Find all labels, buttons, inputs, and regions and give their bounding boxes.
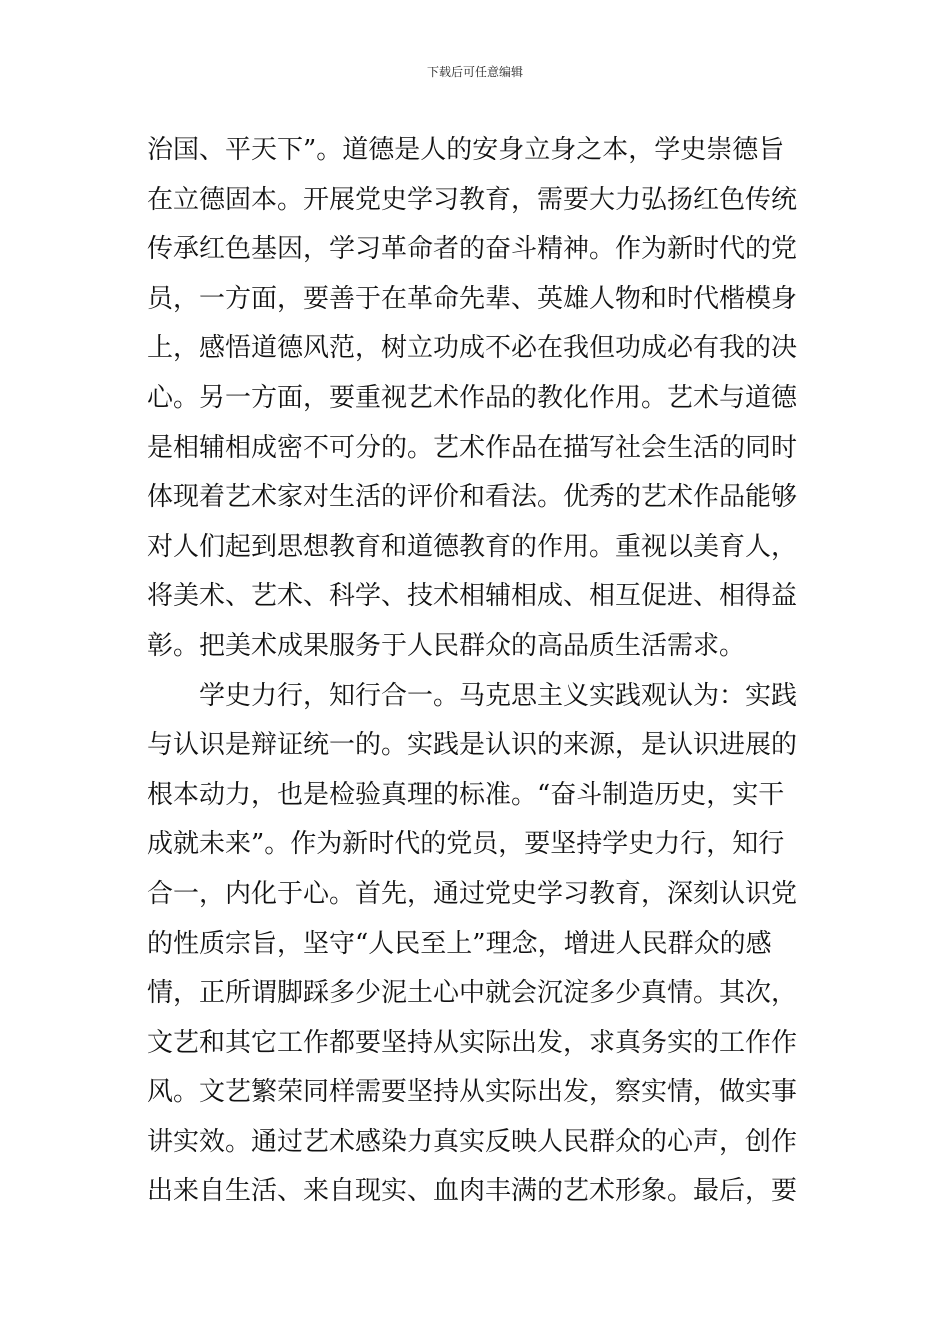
text-line: 根本动力，也是检验真理的标准。“奋斗制造历史，实干 — [147, 779, 785, 810]
text-line: 上，感悟道德风范，树立功成不必在我但功成必有我的决 — [147, 333, 798, 364]
text-line: 体现着艺术家对生活的评价和看法。优秀的艺术作品能够 — [147, 482, 798, 513]
text-line: 在立德固本。开展党史学习教育，需要大力弘扬红色传统 — [147, 184, 798, 215]
text-line: 员，一方面，要善于在革命先辈、英雄人物和时代楷模身 — [147, 283, 798, 314]
text-line: 出来自生活、来自现实、血肉丰满的艺术形象。最后，要 — [147, 1176, 798, 1207]
text-line: 与认识是辩证统一的。实践是认识的来源，是认识进展的 — [147, 730, 798, 761]
text-line: 的性质宗旨，坚守“人民至上”理念，增进人民群众的感 — [147, 928, 772, 959]
text-line: 将美术、艺术、科学、技术相辅相成、相互促进、相得益 — [147, 581, 798, 612]
text-line: 治国、平天下”。道德是人的安身立身之本，学史崇德旨 — [147, 135, 785, 165]
text-line: 传承红色基因，学习革命者的奋斗精神。作为新时代的党 — [147, 234, 798, 265]
page-header: 下载后可任意编辑 — [426, 65, 523, 79]
text-line: 对人们起到思想教育和道德教育的作用。重视以美育人， — [147, 531, 798, 562]
text-line: 心。另一方面，要重视艺术作品的教化作用。艺术与道德 — [147, 382, 798, 413]
text-line: 彰。把美术成果服务于人民群众的高品质生活需求。 — [147, 630, 746, 661]
text-line: 讲实效。通过艺术感染力真实反映人民群众的心声，创作 — [147, 1126, 798, 1157]
text-line: 合一，内化于心。首先，通过党史学习教育，深刻认识党 — [147, 878, 798, 909]
document-body — [147, 126, 807, 1217]
text-line: 是相辅相成密不可分的。艺术作品在描写社会生活的同时 — [147, 432, 798, 463]
text-line: 风。文艺繁荣同样需要坚持从实际出发，察实情，做实事 — [147, 1077, 798, 1108]
text-line: 文艺和其它工作都要坚持从实际出发，求真务实的工作作 — [147, 1027, 798, 1058]
paragraph-first-line: 学史力行，知行合一。马克思主义实践观认为：实践 — [199, 680, 798, 711]
text-line: 情，正所谓脚踩多少泥土心中就会沉淀多少真情。其次， — [147, 978, 798, 1009]
text-line: 成就未来”。作为新时代的党员，要坚持学史力行，知行 — [147, 829, 785, 860]
